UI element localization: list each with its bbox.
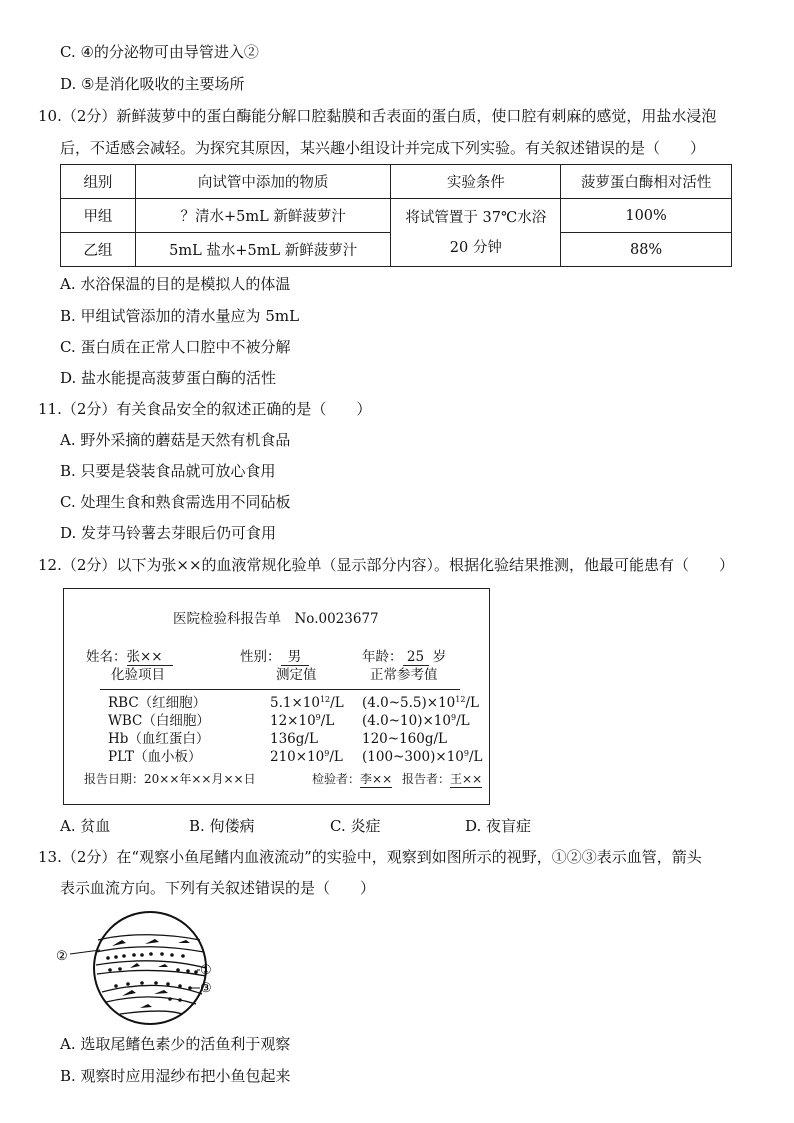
reference-unit: /L [468,749,483,765]
q11-stem: 11.（2分）有关食品安全的叙述正确的是（ ） [38,400,372,418]
q12-option-a: A. 贫血 [60,817,111,835]
age-field [362,649,446,666]
report-item: PLT（血小板） [108,749,202,765]
inspector-label: 检验者： [312,772,361,786]
report-date: 报告日期：20××年××月××日 [84,772,256,786]
table-header-cell: 实验条件 [391,165,561,199]
q9-option-c: C. ④的分泌物可由导管进入② [60,43,259,61]
report-item: RBC（红细胞） [108,695,207,711]
reference-exponent: 12 [455,695,466,704]
report-row-measured [270,713,334,729]
table-cell-substance: ？清水+5mL 新鲜菠萝汁 [135,199,391,233]
table-row [61,199,732,233]
report-row-reference [362,749,482,765]
table-cell-group: 甲组 [61,199,136,233]
fish-tail-blood-flow-figure [50,910,230,1028]
view-field-circle [94,912,206,1024]
q12-option-c: C. 炎症 [330,817,381,835]
reporter-field [402,771,482,788]
header-divider [100,689,460,690]
measured-unit: /L [329,749,343,765]
q10-stem-line1: 10.（2分）新鲜菠萝中的蛋白酶能分解口腔黏膜和舌表面的蛋白质，使口腔有刺麻的感觉，用盐水浸泡 [38,107,717,125]
q10-option-b: B. 甲组试管添加的清水量应为 5mL [60,307,300,325]
figure-label-3: ③ [200,981,212,996]
measured-base: 12×10 [270,713,316,729]
age-label: 年龄： [362,649,403,665]
q10-option-a: A. 水浴保温的目的是模拟人的体温 [60,275,291,293]
column-reference: 正常参考值 [370,667,438,683]
report-row-reference [362,695,479,711]
table-header-row [61,165,732,199]
age-unit: 岁 [432,649,447,665]
q12-option-b: B. 佝偻病 [189,817,255,835]
report-row-item [108,695,206,711]
report-title: 医院检验科报告单 No.0023677 [173,611,379,627]
reporter-label: 报告者： [402,772,451,786]
reference-base: 120~160g/L [362,731,448,747]
reference-base: (4.0~5.5)×10 [362,695,456,711]
q11-option-b: B. 只要是袋装食品就可放心食用 [60,462,276,480]
table-cell-activity: 100% [561,199,732,233]
measured-base: 210×10 [270,749,325,765]
report-row-reference [362,731,447,747]
measured-unit: /L [320,713,335,729]
figure-label-1: ① [200,963,212,978]
table-cell-activity: 88% [561,233,732,267]
reference-unit: /L [465,695,479,711]
table-cell-condition [391,199,561,267]
reference-base: (100~300)×10 [362,749,464,765]
report-row-item [108,731,209,747]
q13-stem-line2: 表示血流方向。下列有关叙述错误的是（ ） [60,879,376,897]
q11-option-a: A. 野外采摘的蘑菇是天然有机食品 [60,431,291,449]
q12-option-d: D. 夜盲症 [465,817,532,835]
q9-option-d: D. ⑤是消化吸收的主要场所 [60,75,245,93]
lab-report [63,588,490,805]
report-item: Hb（血红蛋白） [108,731,210,747]
measured-exponent: 12 [319,695,331,704]
measured-base: 136g/L [270,731,318,747]
q11-option-d: D. 发芽马铃薯去芽眼后仍可食用 [60,524,277,542]
q13-option-a: A. 选取尾鳍色素少的活鱼利于观察 [60,1035,291,1053]
inspector-field [312,771,392,788]
table-cell-group: 乙组 [61,233,136,267]
age-value: 25 [403,649,429,666]
name-label: 姓名： [86,649,127,665]
q10-option-d: D. 盐水能提高菠萝蛋白酶的活性 [60,369,277,387]
measured-unit: /L [330,695,344,711]
blood-cells [106,952,198,1002]
q13-stem-line1: 13.（2分）在“观察小鱼尾鳍内血液流动”的实验中，观察到如图所示的视野，①②③表示血管，箭头 [38,848,702,866]
gender-value: 男 [281,649,309,666]
table-header-cell: 向试管中添加的物质 [135,165,391,199]
reference-base: (4.0~10)×10 [362,713,451,729]
table-cell-substance: 5mL 盐水+5mL 新鲜菠萝汁 [135,233,391,267]
q12-options [60,816,580,836]
gender-label: 性别： [240,649,281,665]
reference-exponent: 9 [463,749,469,758]
report-row-reference [362,713,470,729]
name-field [86,649,173,666]
reporter-value: 王×× [450,772,483,786]
report-item: WBC（白细胞） [108,713,210,729]
q12-stem: 12.（2分）以下为张××的血液常规化验单（显示部分内容）。根据化验结果推测，他最可能患有（ ） [38,556,735,574]
measured-base: 5.1×10 [270,695,320,711]
flow-arrows [112,939,190,1008]
report-row-measured [270,731,318,747]
reference-unit: /L [456,713,470,729]
experiment-table [60,164,732,267]
column-item: 化验项目 [111,667,165,683]
report-row-item [108,749,201,765]
condition-line1: 将试管置于 37℃水浴 [405,209,547,226]
report-row-item [108,713,210,729]
measured-exponent: 9 [324,749,330,758]
q10-option-c: C. 蛋白质在正常人口腔中不被分解 [60,338,291,356]
report-row-measured [270,749,343,765]
q13-option-b: B. 观察时应用湿纱布把小鱼包起来 [60,1067,291,1085]
report-row-measured [270,695,344,711]
figure-label-2: ② [56,949,68,964]
q10-stem-line2: 后，不适感会减轻。为探究其原因，某兴趣小组设计并完成下列实验。有关叙述错误的是（ ） [60,139,706,157]
table-header-cell: 组别 [61,165,136,199]
column-measured: 测定值 [276,667,317,683]
q11-option-c: C. 处理生食和熟食需选用不同砧板 [60,493,291,511]
reference-exponent: 9 [450,713,457,722]
inspector-value: 李×× [360,772,393,786]
name-value: 张×× [127,649,173,666]
condition-line2: 20 分钟 [449,239,502,256]
blood-vessel-lines [96,935,206,1014]
measured-exponent: 9 [315,713,321,722]
table-header-cell: 菠萝蛋白酶相对活性 [561,165,732,199]
gender-field [240,649,309,666]
